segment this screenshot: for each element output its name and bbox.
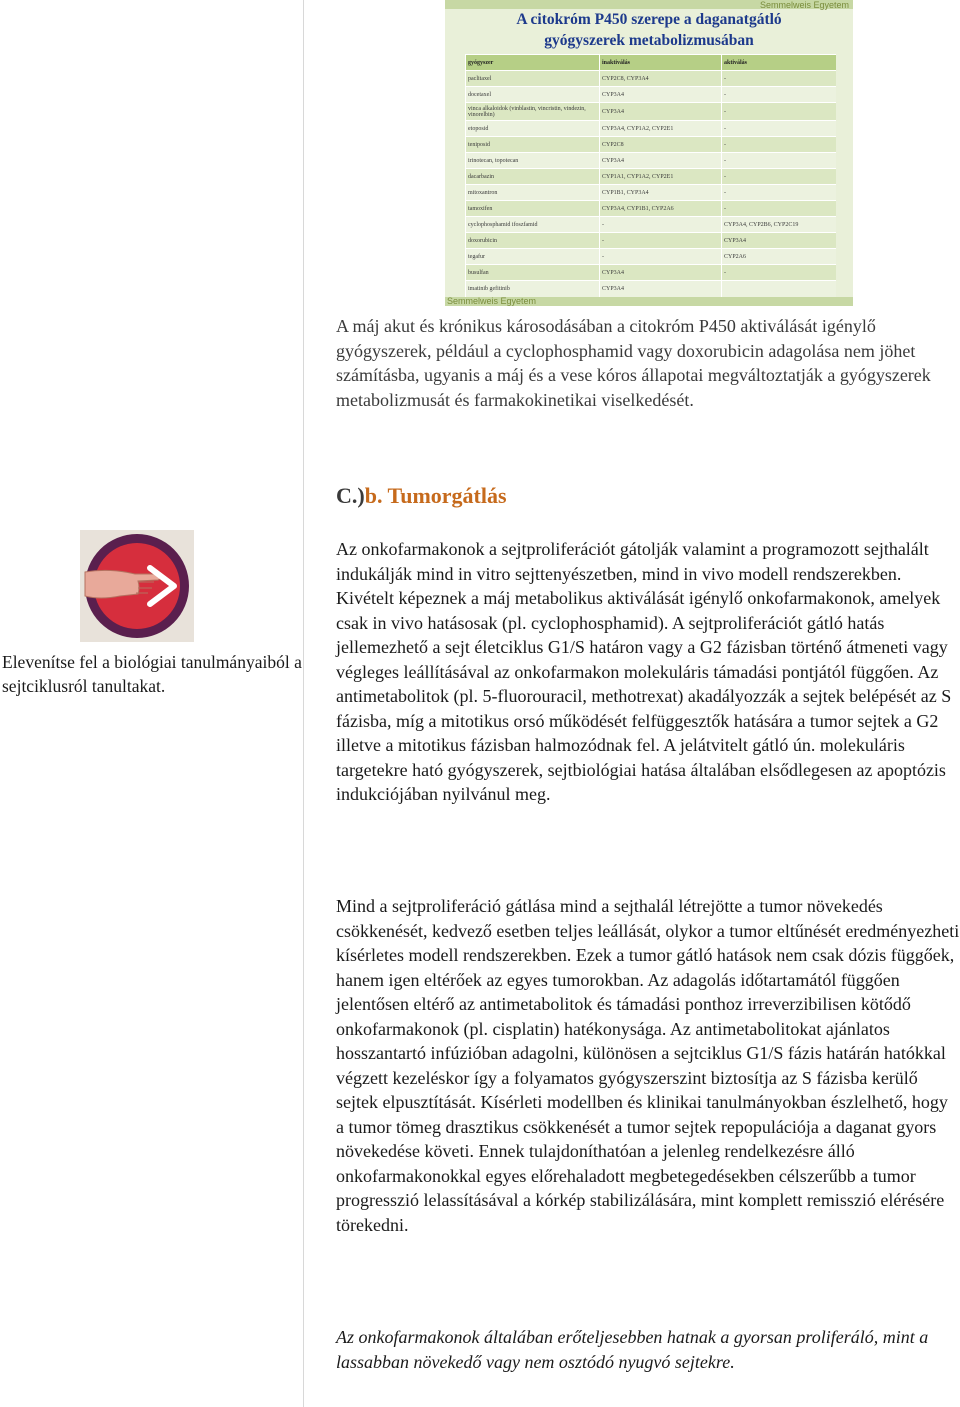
cell-activation: - [722,103,836,121]
cell-drug: vinca alkaloidok (vinblastin, vincristin, vindezin, vinorelbin) [466,103,600,121]
table-row [466,265,836,281]
cell-inactivation: CYP3A4 [600,103,722,121]
table-row [466,169,836,185]
liver-paragraph: A máj akut és krónikus károsodásában a citokróm P450 aktiválását igénylő gyógyszerek, például a cyclophosphamid vagy doxorubicin adagolása nem jöhet számításba, ugyanis a máj és a vese kóros állapotai megváltoztatják a gyógyszerek metabolizmusát és farmakokinetikai viselkedését. [336,316,931,410]
cell-activation: - [722,121,836,137]
cell-activation: - [722,185,836,201]
cell-activation [722,281,836,297]
cell-inactivation: CYP1B1, CYP3A4 [600,185,722,201]
cell-drug: busulfan [466,265,600,281]
tumor-inhibition-paragraph: Az onkofarmakonok a sejtproliferációt gátolják valamint a programozott sejthalált indukálják mind in vitro sejttenyészetben, mind in vivo modell rendszerekben. Kivételt képeznek a máj metabolikus aktiválását igénylő onkofarmakonok, amelyek csak in vivo hatásosak (pl. cyclophosphamid). A sejtproliferációt gátló hatás jellemezhető a sejt életciklus G1/S határon vagy a G2 fázisban történő átmeneti vagy végleges leállításával az onkofarmakon molekuláris támadási pontjától függően. Az antimetabolitok (pl. 5-fluorouracil, methotrexat) akadályozzák a sejtek belépését az S fázisba, míg a mitotikus orsó működését felfüggesztők hatására a tumor sejtek a G2 illetve a mitotikus fázisban halmozódnak fel. A jelátvitelt gátló ún. molekuláris targetekre ható gyógyszerek, sejtbiológiai hatása általában elsődlegesen az apoptózis indukciójában nyilvánul meg. [336,539,952,804]
sidebar-note: Elevenítse fel a biológiai tanulmányaiból a sejtciklusról tanultakat. [2,652,302,696]
cell-inactivation: CYP3A4, CYP1A2, CYP2E1 [600,121,722,137]
table-row [466,217,836,233]
table-row [466,281,836,297]
cell-inactivation: CYP2C8, CYP3A4 [600,71,722,87]
slide-title-line2: gyógyszerek metabolizmusában [544,32,754,49]
section-title: b. Tumorgátlás [364,483,507,508]
cell-drug: irinotecan, topotecan [466,153,600,169]
table-row [466,185,836,201]
column-divider [303,0,304,1407]
header-drug: gyógyszer [466,55,600,71]
cell-inactivation: - [600,249,722,265]
cell-activation: - [722,201,836,217]
slide-brand-bottom: Semmelweis Egyetem [447,296,537,306]
slide-title [445,9,853,51]
cell-inactivation: CYP3A4 [600,153,722,169]
cell-inactivation: CYP2C8 [600,137,722,153]
cell-drug: etoposid [466,121,600,137]
cell-drug: paclitaxel [466,71,600,87]
recall-icon-box [80,530,194,642]
table-row [466,121,836,137]
cell-drug: cyclophosphamid ifoszfamid [466,217,600,233]
cell-drug: dacarbazin [466,169,600,185]
table-row [466,71,836,87]
cell-activation: - [722,153,836,169]
cell-inactivation: - [600,233,722,249]
cell-activation: - [722,71,836,87]
table-row [466,103,836,121]
table-row [466,201,836,217]
section-heading [336,482,507,510]
header-inactivation: inaktiválás [600,55,722,71]
cell-inactivation: CYP3A4 [600,265,722,281]
cell-activation: CYP2A6 [722,249,836,265]
cell-drug: imatinib gefitinib [466,281,600,297]
table-row [466,137,836,153]
cell-drug: mitoxantron [466,185,600,201]
table-row [466,87,836,103]
table-header-row [466,55,836,71]
drug-metabolism-table [465,54,836,297]
cell-activation: - [722,265,836,281]
table-row [466,153,836,169]
cyp450-slide [445,0,853,306]
section-number: C.) [336,483,365,508]
cell-inactivation: CYP3A4, CYP1B1, CYP2A6 [600,201,722,217]
cell-inactivation: CYP3A4 [600,281,722,297]
cell-drug: doxorubicin [466,233,600,249]
cell-inactivation: - [600,217,722,233]
cell-drug: teniposid [466,137,600,153]
cell-drug: tamoxifen [466,201,600,217]
slide-brand-top: Semmelweis Egyetem [759,0,849,10]
cell-inactivation: CYP1A1, CYP1A2, CYP2E1 [600,169,722,185]
hand-arrow-icon [80,530,194,642]
cell-drug: docetaxel [466,87,600,103]
cell-activation: - [722,87,836,103]
table-row [466,233,836,249]
cell-drug: tegafur [466,249,600,265]
cell-activation: CYP3A4 [722,233,836,249]
cell-activation: - [722,169,836,185]
table-row [466,249,836,265]
tumor-growth-paragraph: Mind a sejtproliferáció gátlása mind a sejthalál létrejötte a tumor növekedés csökkenését, kedvező esetben teljes leállását, olykor a tumor eltűnését eredményezheti kísérletes modell rendszerekben. Ezek a tumor gátló hatások nem csak dózis függőek, hanem igen eltérőek az egyes tumorokban. Az adagolás időtartamától függően jelentősen eltérő az antimetabolitok és támadási ponthoz irreverzibilisen kötődő onkofarmakonok (pl. cisplatin) hatékonysága. Az antimetabolitokat ajánlatos hosszantartó infúzióban adagolni, különösen a sejtciklus G1/S fázis határán hatókkal végzett kezeléskor így a folyamatos gyógyszerszint biztosítja az S fázisba kerülő sejtek elpusztítását. Kísérleti modellben és klinikai tanulmányokban észlelhető, hogy a tumor tömeg drasztikus csökkenését a tumor sejtek repopulációja a daganat gyors növekedése követi. Ennek tulajdoníthatóan a jelenleg rendelkezésre álló onkofarmakonokkal egyes előrehaladott megbetegedésekben célszerűbb a tumor progresszió lelassításával a kórkép stabilizálására, mint komplett remisszió elérésére törekedni. [336,896,960,1235]
cell-activation: CYP3A4, CYP2B6, CYP2C19 [722,217,836,233]
italic-note: Az onkofarmakonok általában erőteljesebben hatnak a gyorsan proliferáló, mint a lassabban növekedő vagy nem osztódó nyugvó sejtekre. [336,1327,929,1372]
header-activation: aktiválás [722,55,836,71]
cell-inactivation: CYP3A4 [600,87,722,103]
slide-title-line1: A citokróm P450 szerepe a daganatgátló [516,11,782,28]
cell-activation: - [722,137,836,153]
